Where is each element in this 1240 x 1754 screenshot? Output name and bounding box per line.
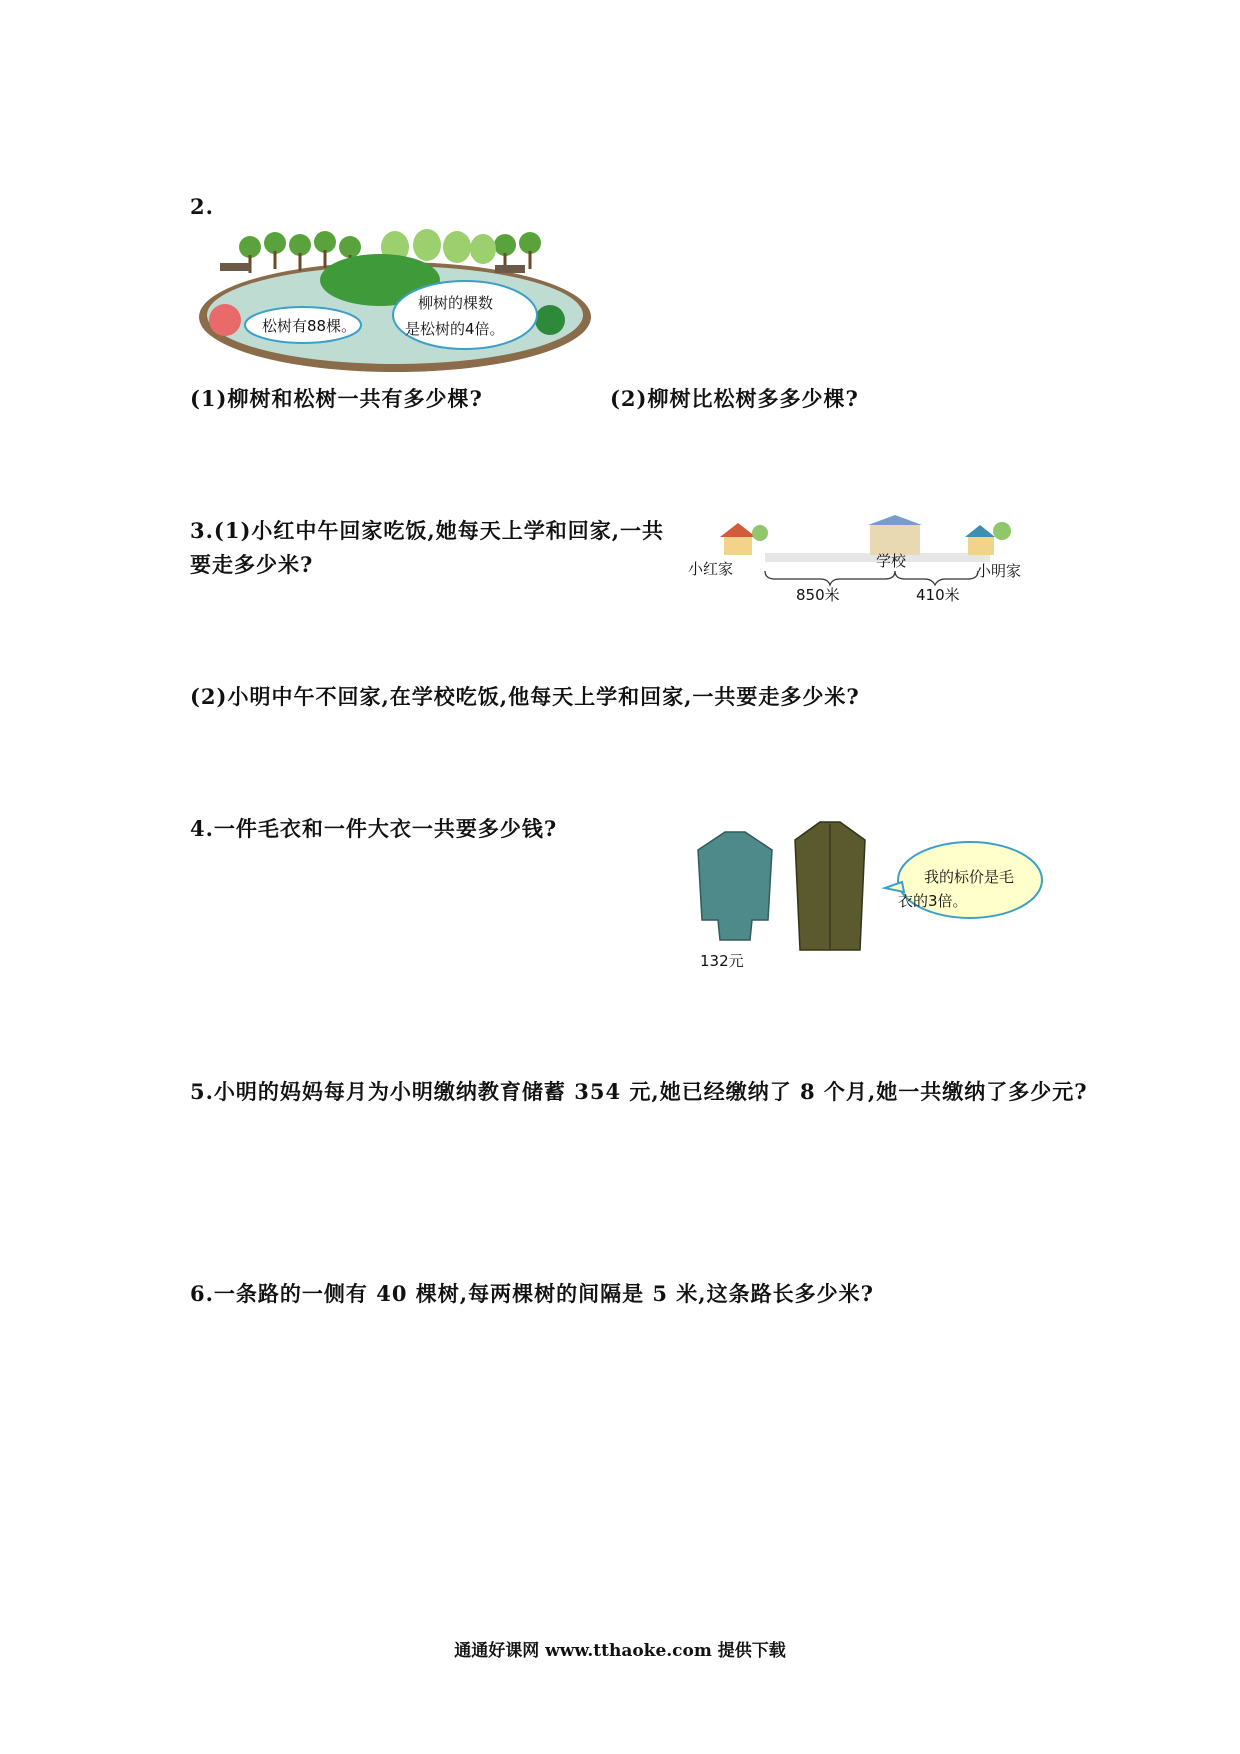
park-illustration [195,225,595,375]
label-school: 学校 [876,552,907,570]
distance-850: 850米 [796,586,840,604]
question-2-part-2: (2)柳树比松树多多少棵? [610,386,859,411]
question-6-text: 6.一条路的一侧有 40 棵树,每两棵树的间隔是 5 米,这条路长多少米? [190,1281,874,1306]
question-2-number: 2. [190,194,214,219]
bubble-coat-line-2: 衣的3倍。 [898,892,968,910]
bubble-pine-count: 松树有88棵。 [262,317,357,335]
question-5-text: 5.小明的妈妈每月为小明缴纳教育储蓄 354 元,她已经缴纳了 8 个月,她一共缴纳了多少元? [190,1079,1088,1104]
distance-410: 410米 [916,586,960,604]
label-xiaohong-home: 小红家 [688,560,734,578]
question-3-part-2: (2)小明中午不回家,在学校吃饭,他每天上学和回家,一共要走多少米? [190,684,860,709]
bubble-willow-line-1: 柳树的棵数 [418,294,494,312]
footer-credit: 通通好课网 www.tthaoke.com 提供下载 [454,1641,786,1661]
question-2-part-1: (1)柳树和松树一共有多少棵? [190,386,483,411]
bubble-willow-line-2: 是松树的4倍。 [405,320,505,338]
label-xiaoming-home: 小明家 [976,562,1022,580]
bubble-coat-line-1: 我的标价是毛 [924,868,1015,886]
sweater-price: 132元 [700,952,744,970]
question-4-text: 4.一件毛衣和一件大衣一共要多少钱? [190,816,558,841]
question-3-part-1-line-1: 3.(1)小红中午回家吃饭,她每天上学和回家,一共 [190,518,665,543]
question-3-part-1-line-2: 要走多少米? [190,552,314,577]
